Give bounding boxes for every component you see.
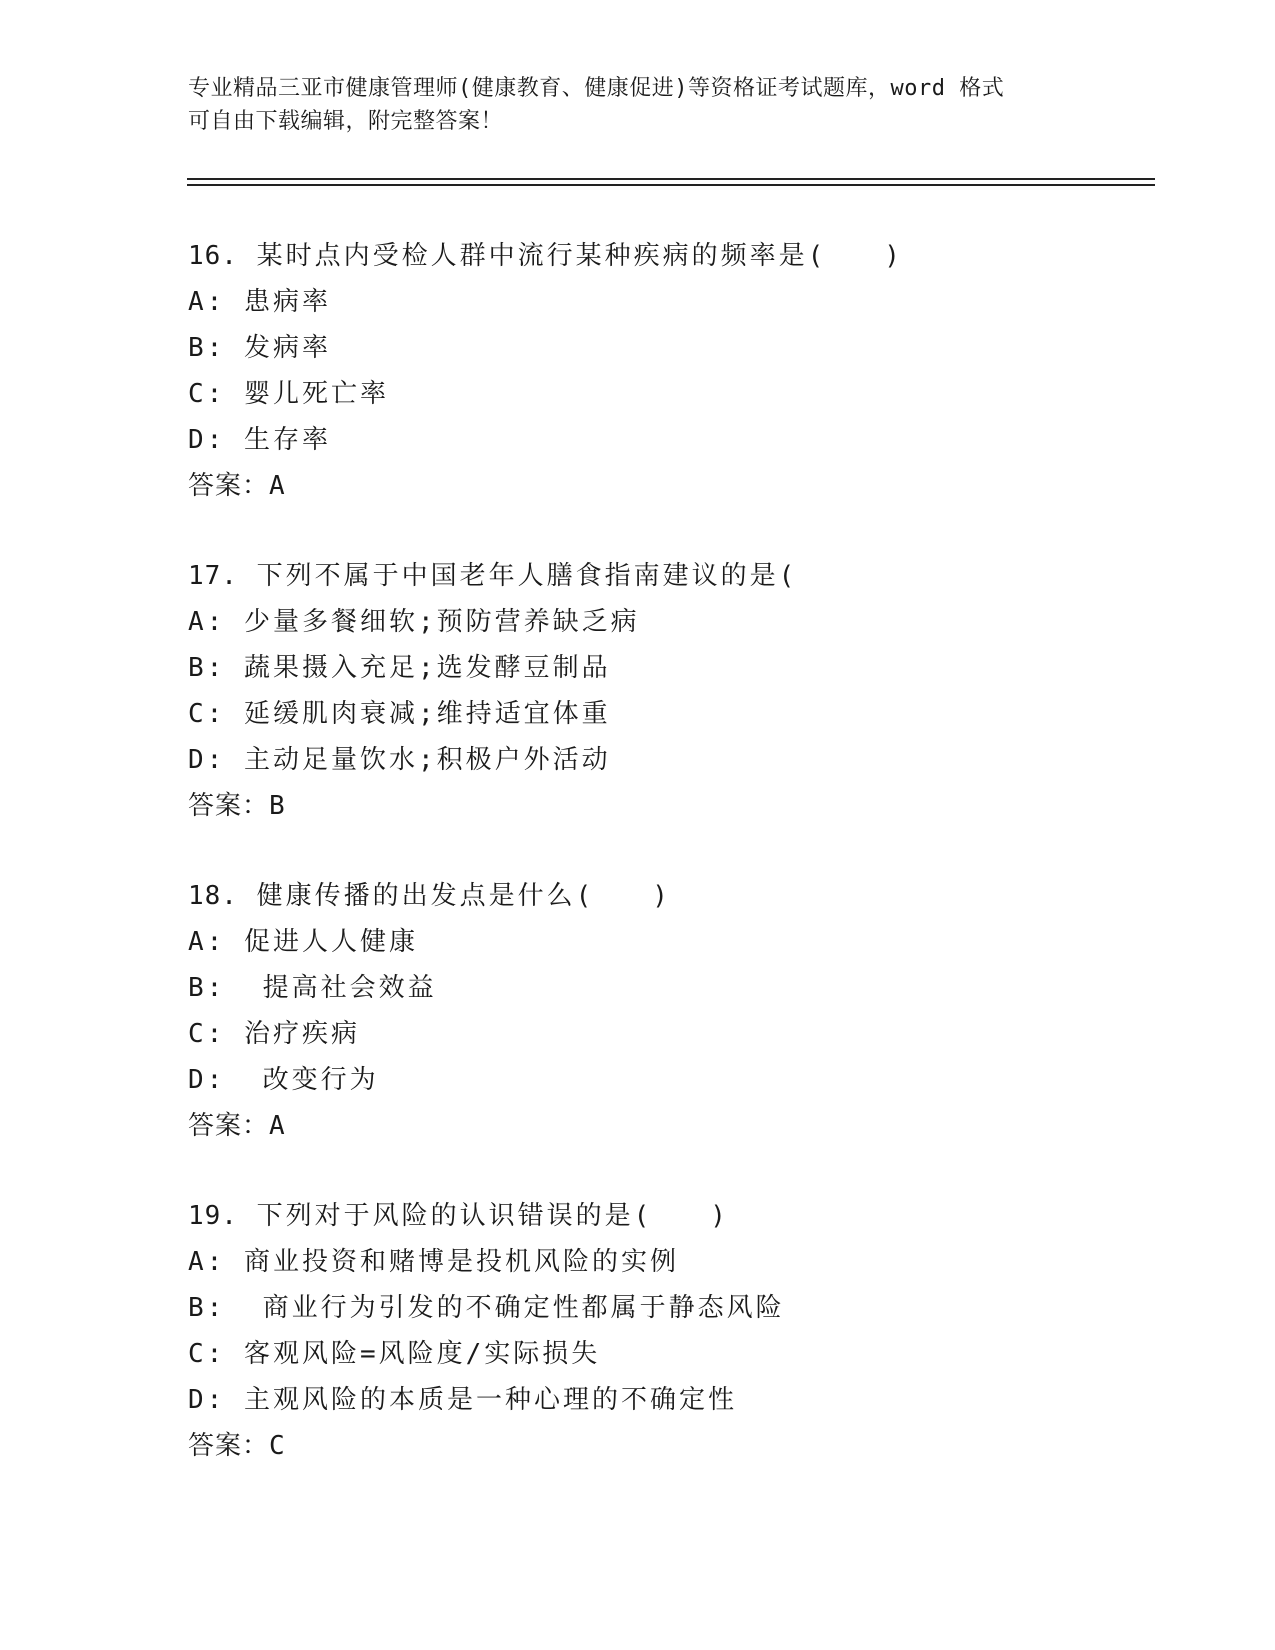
option-b: [188, 325, 1148, 371]
option-d: [188, 417, 1148, 463]
option-d: [188, 1057, 1148, 1103]
question-stem: [188, 1193, 1148, 1239]
question-number: 19.: [188, 1201, 238, 1231]
question-text: 健康传播的出发点是什么( ): [256, 881, 671, 911]
option-key: B:: [188, 333, 226, 363]
option-key: C:: [188, 379, 226, 409]
question-text: 下列对于风险的认识错误的是( ): [256, 1201, 729, 1231]
answer-line: [188, 783, 1148, 829]
option-key: D:: [188, 425, 226, 455]
question-17: [188, 553, 1148, 829]
option-text: 延缓肌肉衰减;维持适宜体重: [243, 699, 611, 729]
option-key: C:: [188, 699, 226, 729]
option-text: 生存率: [243, 425, 331, 455]
header-line-1: 专业精品三亚市健康管理师(健康教育、健康促进)等资格证考试题库，word 格式: [188, 76, 1005, 101]
option-text: 婴儿死亡率: [243, 379, 389, 409]
option-key: B:: [188, 973, 226, 1003]
option-text: 改变行为: [243, 1065, 379, 1095]
header-divider-top: [187, 178, 1155, 180]
option-text: 主动足量饮水;积极户外活动: [243, 745, 611, 775]
option-text: 提高社会效益: [243, 973, 437, 1003]
question-number: 17.: [188, 561, 238, 591]
option-c: [188, 1331, 1148, 1377]
option-d: [188, 737, 1148, 783]
option-key: B:: [188, 1293, 226, 1323]
document-header: [188, 72, 1088, 138]
answer-value: A: [269, 1111, 286, 1141]
option-c: [188, 371, 1148, 417]
question-text: 下列不属于中国老年人膳食指南建议的是(: [256, 561, 798, 591]
option-c: [188, 1011, 1148, 1057]
option-d: [188, 1377, 1148, 1423]
question-spacer: [188, 829, 1148, 873]
option-b: [188, 965, 1148, 1011]
option-text: 主观风险的本质是一种心理的不确定性: [243, 1385, 737, 1415]
option-key: D:: [188, 745, 226, 775]
option-a: [188, 599, 1148, 645]
answer-label: 答案：: [188, 471, 270, 501]
option-c: [188, 691, 1148, 737]
option-b: [188, 645, 1148, 691]
option-text: 蔬果摄入充足;选发酵豆制品: [243, 653, 611, 683]
question-spacer: [188, 1149, 1148, 1193]
option-text: 商业行为引发的不确定性都属于静态风险: [243, 1293, 785, 1323]
option-text: 促进人人健康: [243, 927, 418, 957]
option-key: C:: [188, 1339, 226, 1369]
question-number: 16.: [188, 241, 238, 271]
option-b: [188, 1285, 1148, 1331]
option-key: B:: [188, 653, 226, 683]
option-text: 发病率: [243, 333, 331, 363]
option-key: A:: [188, 927, 226, 957]
option-key: A:: [188, 287, 226, 317]
option-text: 客观风险=风险度/实际损失: [243, 1339, 601, 1369]
question-spacer: [188, 509, 1148, 553]
option-key: A:: [188, 1247, 226, 1277]
question-19: [188, 1193, 1148, 1469]
question-number: 18.: [188, 881, 238, 911]
question-stem: [188, 873, 1148, 919]
question-18: [188, 873, 1148, 1149]
question-stem: [188, 233, 1148, 279]
answer-value: C: [269, 1431, 286, 1461]
header-line-2: 可自由下载编辑，附完整答案！: [188, 109, 504, 134]
option-a: [188, 919, 1148, 965]
question-16: [188, 233, 1148, 509]
header-divider-bottom: [187, 184, 1155, 186]
question-text: 某时点内受检人群中流行某种疾病的频率是( ): [256, 241, 903, 271]
option-a: [188, 1239, 1148, 1285]
option-key: C:: [188, 1019, 226, 1049]
answer-line: [188, 463, 1148, 509]
answer-value: A: [269, 471, 286, 501]
option-text: 商业投资和赌博是投机风险的实例: [243, 1247, 679, 1277]
option-text: 患病率: [243, 287, 331, 317]
option-text: 少量多餐细软;预防营养缺乏病: [243, 607, 640, 637]
answer-label: 答案：: [188, 1431, 270, 1461]
answer-value: B: [269, 791, 286, 821]
answer-label: 答案：: [188, 791, 270, 821]
option-text: 治疗疾病: [243, 1019, 360, 1049]
option-a: [188, 279, 1148, 325]
option-key: D:: [188, 1385, 226, 1415]
option-key: A:: [188, 607, 226, 637]
answer-label: 答案：: [188, 1111, 270, 1141]
option-key: D:: [188, 1065, 226, 1095]
question-list: [188, 233, 1148, 1469]
answer-line: [188, 1103, 1148, 1149]
answer-line: [188, 1423, 1148, 1469]
question-stem: [188, 553, 1148, 599]
